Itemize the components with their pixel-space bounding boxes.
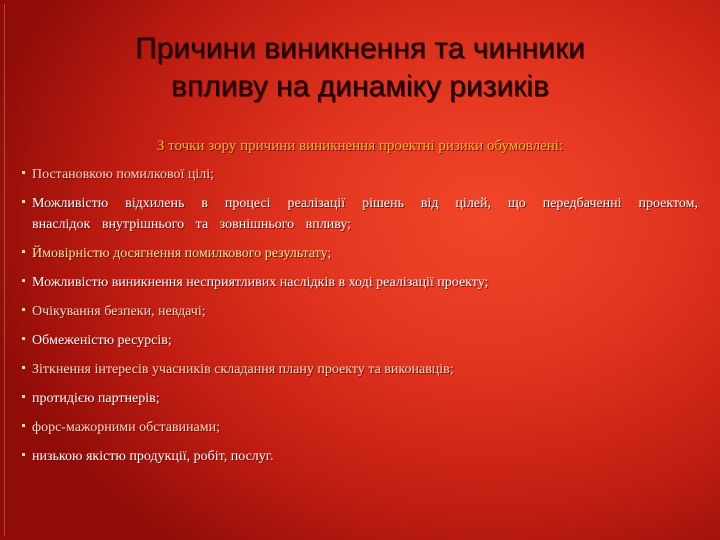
list-item	[22, 417, 698, 438]
list-item-text: низькою якістю продукції, робіт, послуг.	[32, 449, 274, 464]
list-item	[22, 388, 698, 409]
bullet-icon	[22, 250, 25, 253]
list-item	[22, 446, 698, 467]
list-item	[22, 193, 698, 235]
frame-line	[4, 4, 5, 536]
list-item	[22, 359, 698, 380]
slide-subtitle: З точки зору причини виникнення проектні ризики обумовлені:	[156, 138, 564, 154]
list-item-text: Очікування безпеки, невдачі;	[32, 304, 206, 319]
list-item	[22, 164, 698, 185]
list-item-text: Можливістю відхилень в процесі реалізації рішень від цілей, що передбаченні проектом, внаслідок внутрішнього та зовнішнього впливу;	[32, 196, 698, 232]
bullet-icon	[22, 453, 25, 456]
bullet-icon	[22, 395, 25, 398]
list-item-text: Обмеженістю ресурсів;	[32, 333, 172, 348]
bullet-icon	[22, 171, 25, 174]
list-item	[22, 243, 698, 264]
list-item-text: Ймовірністю досягнення помилкового результату;	[32, 246, 332, 261]
bullet-icon	[22, 424, 25, 427]
title-line-2: впливу на динаміку ризиків	[171, 70, 549, 103]
title-line-1: Причини виникнення та чинники	[135, 32, 585, 65]
list-item	[22, 301, 698, 322]
list-item	[22, 272, 698, 293]
list-item-text: Можливістю виникнення несприятливих наслідків в ході реалізації проекту;	[32, 275, 489, 290]
list-item-text: Зіткнення інтересів учасників складання плану проекту та виконавців;	[32, 362, 454, 377]
bullet-icon	[22, 279, 25, 282]
bullet-list	[22, 164, 698, 475]
list-item	[22, 330, 698, 351]
bullet-icon	[22, 308, 25, 311]
list-item-text: Постановкою помилкової цілі;	[32, 167, 215, 182]
slide-title	[40, 30, 680, 106]
bullet-icon	[22, 337, 25, 340]
list-item-text: протидією партнерів;	[32, 391, 160, 406]
bullet-icon	[22, 200, 25, 203]
bullet-icon	[22, 366, 25, 369]
list-item-text: форс-мажорними обставинами;	[32, 420, 220, 435]
